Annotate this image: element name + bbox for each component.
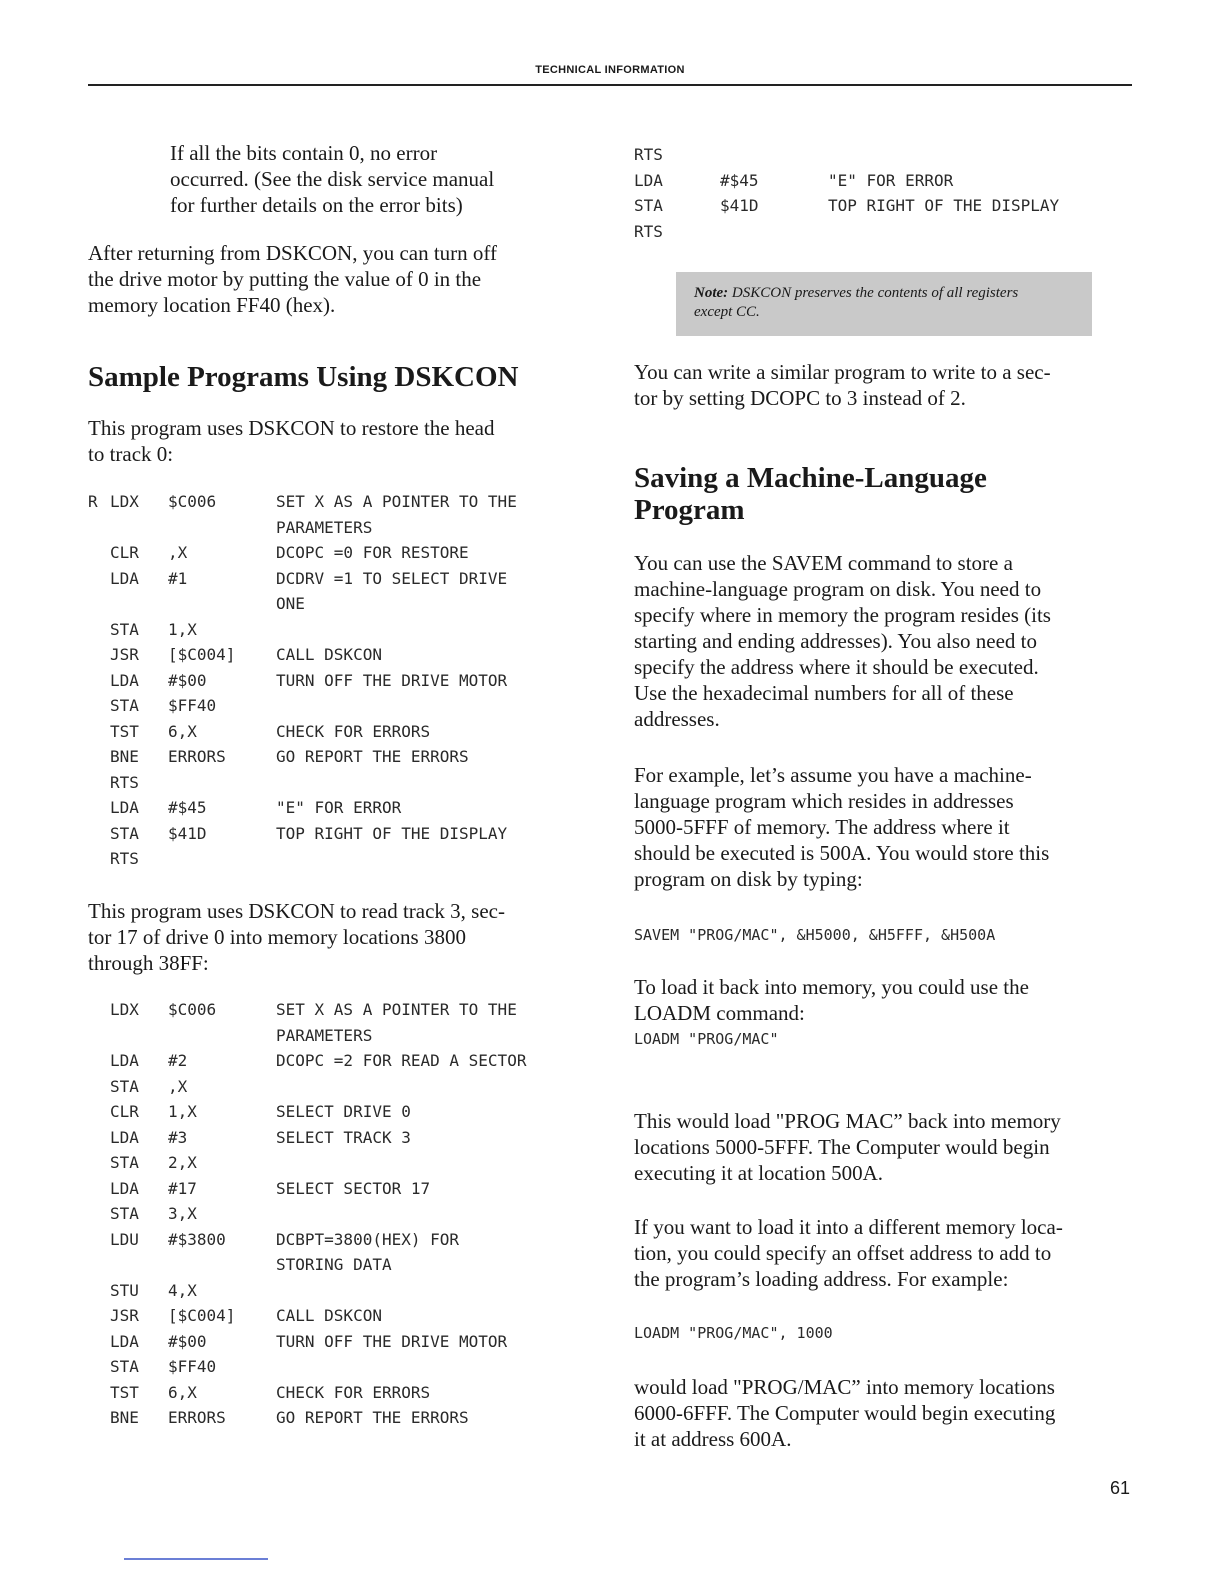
text-line: 6000-6FFF. The Computer would begin executing: [634, 1401, 1056, 1425]
text-line: addresses.: [634, 707, 720, 731]
heading-line: Program: [634, 494, 745, 526]
code-arg: ERRORS: [168, 747, 226, 766]
code-arg: #$45: [720, 170, 759, 190]
code-arg: #$45: [168, 798, 207, 817]
text-line: specify where in memory the program resides (its: [634, 603, 1051, 627]
code-line: [88, 1000, 608, 1026]
code-op: STA: [110, 1204, 139, 1223]
code-comment: GO REPORT THE ERRORS: [276, 747, 469, 766]
code-arg: ,X: [168, 543, 188, 562]
code-comment: TOP RIGHT OF THE DISPLAY: [276, 823, 508, 843]
code-line: [88, 798, 608, 824]
code-op: TST: [110, 1382, 139, 1402]
code-arg: ,X: [168, 1076, 188, 1096]
para-error-bits: [170, 140, 494, 218]
text-line: program on disk by typing:: [634, 867, 863, 891]
code-op: STA: [110, 823, 139, 843]
code-arg: 6,X: [168, 1382, 197, 1402]
code-line: [88, 1051, 608, 1077]
code-comment: DCBPT=3800(HEX) FOR: [276, 1229, 460, 1249]
decorative-blue-rule: [124, 1558, 268, 1560]
code-line: [88, 1332, 608, 1358]
code-op: STA: [110, 1076, 139, 1096]
code-line: [88, 696, 608, 722]
code-op: STA: [110, 696, 139, 715]
code-line: [634, 222, 1134, 248]
code-arg: 1,X: [168, 619, 197, 639]
code-op: RTS: [110, 849, 139, 868]
section-heading-saving: [634, 462, 987, 526]
code-line: [88, 1026, 608, 1052]
para-after-return: [88, 240, 497, 318]
code-line: [88, 849, 608, 875]
header-rule: [88, 84, 1132, 86]
code-op: STA: [110, 1153, 139, 1172]
text-line: tor by setting DCOPC to 3 instead of 2.: [634, 386, 966, 410]
para-savem-intro: [634, 550, 1051, 732]
text-line: If all the bits contain 0, no error: [170, 141, 438, 165]
text-line: To load it back into memory, you could use the: [634, 975, 1029, 999]
code-comment: STORING DATA: [276, 1255, 392, 1274]
code-op: LDU: [110, 1229, 139, 1249]
code-arg: $C006: [168, 492, 217, 511]
code-comment: TURN OFF THE DRIVE MOTOR: [276, 670, 508, 690]
code-line: [88, 824, 608, 850]
code-op: RTS: [634, 221, 663, 241]
text-line: locations 5000-5FFF. The Computer would begin: [634, 1135, 1050, 1159]
running-header: TECHNICAL INFORMATION: [535, 64, 685, 76]
section-heading-sample-programs: Sample Programs Using DSKCON: [88, 361, 519, 393]
text-line: would load "PROG/MAC” into memory locations: [634, 1375, 1055, 1399]
code-arg: #$00: [168, 670, 207, 690]
code-comment: SELECT TRACK 3: [276, 1127, 411, 1147]
code-line: [88, 671, 608, 697]
code-arg: $FF40: [168, 1357, 217, 1376]
code-op: LDA: [110, 1127, 139, 1147]
command-loadm: LOADM "PROG/MAC": [634, 1030, 779, 1048]
code-comment: ONE: [276, 594, 305, 613]
code-comment: CHECK FOR ERRORS: [276, 1382, 431, 1402]
text-line: tor 17 of drive 0 into memory locations 3800: [88, 925, 466, 949]
text-line: After returning from DSKCON, you can turn off: [88, 241, 498, 265]
code-op: RTS: [110, 772, 139, 792]
code-line: [88, 1281, 608, 1307]
code-comment: "E" FOR ERROR: [828, 170, 954, 190]
text-line: If you want to load it into a different memory loca-: [634, 1215, 1063, 1239]
code-op: CLR: [110, 1102, 139, 1121]
code-comment: SELECT SECTOR 17: [276, 1178, 431, 1198]
text-line: should be executed is 500A. You would store this: [634, 841, 1050, 865]
code-line: [88, 543, 608, 569]
text-line: tion, you could specify an offset address to add to: [634, 1241, 1052, 1265]
code-comment: DCOPC =0 FOR RESTORE: [276, 543, 469, 562]
code-comment: TOP RIGHT OF THE DISPLAY: [828, 196, 1060, 215]
code-line: [88, 492, 608, 518]
text-line: Use the hexadecimal numbers for all of these: [634, 681, 1014, 705]
text-line: the program’s loading address. For example:: [634, 1267, 1009, 1291]
text-line: machine-language program on disk. You need to: [634, 577, 1042, 601]
code-arg: $FF40: [168, 696, 217, 715]
code-line: [634, 145, 1134, 171]
code-op: JSR: [110, 1306, 139, 1325]
text-line: memory location FF40 (hex).: [88, 293, 336, 317]
code-op: LDX: [110, 492, 139, 511]
para-restore-intro: [88, 415, 495, 467]
text-line: This program uses DSKCON to restore the head: [88, 416, 495, 440]
command-savem: SAVEM "PROG/MAC", &H5000, &H5FFF, &H500A: [634, 926, 996, 944]
code-op: STA: [110, 619, 139, 639]
text-line: This program uses DSKCON to read track 3, sec-: [88, 899, 505, 923]
code-op: STU: [110, 1280, 139, 1300]
code-line: [88, 1153, 608, 1179]
code-line: [88, 645, 608, 671]
code-line: [88, 1357, 608, 1383]
code-line: [88, 747, 608, 773]
text-line: specify the address where it should be executed.: [634, 655, 1039, 679]
code-comment: DCDRV =1 TO SELECT DRIVE: [276, 568, 508, 588]
code-listing-read-sector: [88, 1000, 608, 1434]
code-arg: #2: [168, 1051, 188, 1070]
code-comment: "E" FOR ERROR: [276, 798, 402, 817]
code-line: [88, 1077, 608, 1103]
code-op: TST: [110, 721, 139, 741]
code-op: CLR: [110, 543, 139, 562]
code-arg: #3: [168, 1127, 188, 1147]
text-line: to track 0:: [88, 442, 174, 466]
code-op: STA: [110, 1357, 139, 1376]
code-line: [88, 1102, 608, 1128]
text-line: occurred. (See the disk service manual: [170, 167, 495, 191]
text-line: for further details on the error bits): [170, 193, 463, 217]
command-loadm-offset: LOADM "PROG/MAC", 1000: [634, 1324, 833, 1342]
heading-line: Saving a Machine-Language: [634, 462, 987, 494]
text-line: the drive motor by putting the value of 0 in the: [88, 267, 482, 291]
code-arg: #$3800: [168, 1229, 226, 1249]
text-line: starting and ending addresses). You also need to: [634, 629, 1038, 653]
note-label: Note:: [694, 285, 729, 301]
para-final: [634, 1374, 1055, 1452]
para-load-back: [634, 974, 1029, 1026]
code-listing-restore: [88, 492, 608, 875]
text-line: it at address 600A.: [634, 1427, 792, 1451]
code-line: [88, 773, 608, 799]
code-line: [88, 569, 608, 595]
code-comment: GO REPORT THE ERRORS: [276, 1408, 469, 1427]
code-line: [88, 1408, 608, 1434]
code-comment: CALL DSKCON: [276, 1306, 382, 1325]
code-op: LDA: [110, 1051, 139, 1070]
text-line: You can write a similar program to write to a sec-: [634, 360, 1051, 384]
para-offset: [634, 1214, 1063, 1292]
code-line: [634, 171, 1134, 197]
para-read-intro: [88, 898, 505, 976]
code-comment: CALL DSKCON: [276, 645, 382, 664]
note-text-cont: except CC.: [694, 304, 760, 320]
code-comment: PARAMETERS: [276, 1025, 373, 1045]
code-op: LDA: [110, 798, 139, 817]
code-arg: ERRORS: [168, 1408, 226, 1427]
text-line: 5000-5FFF of memory. The address where it: [634, 815, 1010, 839]
text-line: You can use the SAVEM command to store a: [634, 551, 1013, 575]
para-example: [634, 762, 1049, 892]
code-comment: SELECT DRIVE 0: [276, 1102, 411, 1121]
code-line: [88, 518, 608, 544]
code-comment: SET X AS A POINTER TO THE: [276, 1000, 517, 1019]
code-op: LDA: [110, 670, 139, 690]
code-arg: $C006: [168, 1000, 217, 1019]
code-arg: 2,X: [168, 1153, 197, 1172]
code-line: [634, 196, 1134, 222]
code-op: RTS: [634, 145, 663, 164]
para-would-load: [634, 1108, 1061, 1186]
code-comment: TURN OFF THE DRIVE MOTOR: [276, 1331, 508, 1351]
code-op: BNE: [110, 747, 139, 766]
page-number: 61: [1109, 1478, 1130, 1498]
code-op: BNE: [110, 1408, 139, 1427]
code-line: [88, 1230, 608, 1256]
code-line: [88, 1179, 608, 1205]
code-arg: $41D: [168, 823, 207, 843]
code-listing-continued: [634, 145, 1134, 247]
code-op: LDA: [110, 1331, 139, 1351]
code-comment: SET X AS A POINTER TO THE: [276, 492, 517, 511]
code-line: [88, 620, 608, 646]
code-line: [88, 722, 608, 748]
note-text: DSKCON preserves the contents of all registers: [728, 285, 1019, 301]
code-line: [88, 1128, 608, 1154]
text-line: language program which resides in addresses: [634, 789, 1014, 813]
code-line: [88, 594, 608, 620]
code-op: LDX: [110, 1000, 139, 1019]
code-op: LDA: [110, 568, 139, 588]
text-line: For example, let’s assume you have a machine-: [634, 763, 1032, 787]
text-line: through 38FF:: [88, 951, 209, 975]
code-op: JSR: [110, 645, 139, 664]
code-op: LDA: [634, 170, 663, 190]
code-arg: #17: [168, 1178, 197, 1198]
code-arg: 3,X: [168, 1204, 197, 1223]
code-line: [88, 1383, 608, 1409]
code-arg: #1: [168, 568, 188, 588]
text-line: executing it at location 500A.: [634, 1161, 884, 1185]
code-comment: DCOPC =2 FOR READ A SECTOR: [276, 1051, 527, 1070]
code-comment: CHECK FOR ERRORS: [276, 721, 431, 741]
code-label: R: [88, 492, 98, 511]
code-op: LDA: [110, 1178, 139, 1198]
code-arg: #$00: [168, 1331, 207, 1351]
text-line: This would load "PROG MAC” back into memory: [634, 1109, 1061, 1133]
para-write-similar: [634, 359, 1051, 411]
code-arg: 6,X: [168, 721, 197, 741]
code-arg: $41D: [720, 196, 759, 215]
note-box: [676, 272, 1092, 336]
code-arg: [$C004]: [168, 645, 236, 664]
code-comment: PARAMETERS: [276, 517, 373, 537]
code-arg: 1,X: [168, 1102, 197, 1121]
code-line: [88, 1255, 608, 1281]
code-line: [88, 1306, 608, 1332]
code-arg: [$C004]: [168, 1306, 236, 1325]
code-op: STA: [634, 196, 663, 215]
text-line: LOADM command:: [634, 1001, 805, 1025]
code-arg: 4,X: [168, 1280, 197, 1300]
code-line: [88, 1204, 608, 1230]
